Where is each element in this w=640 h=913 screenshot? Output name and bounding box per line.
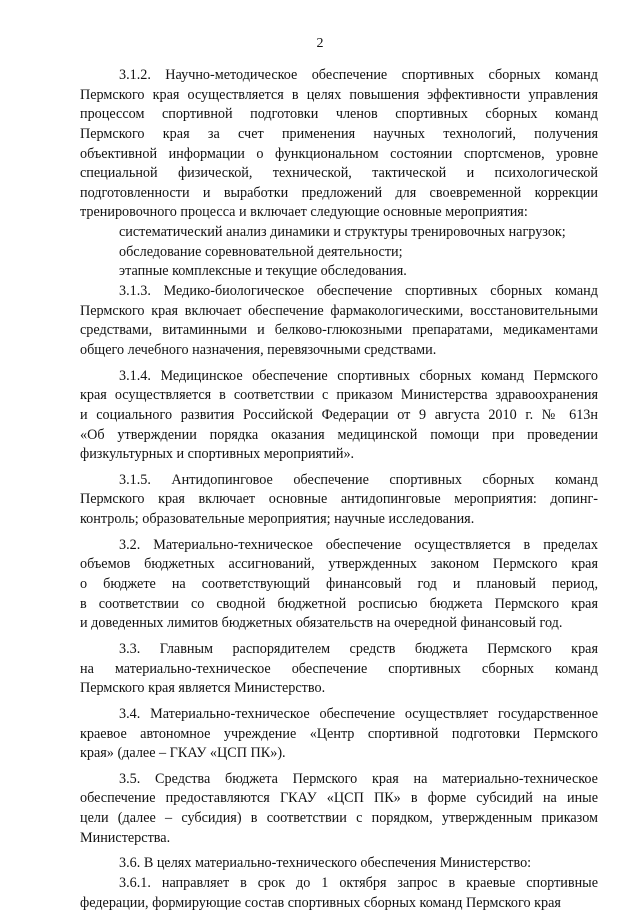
paragraph — [80, 705, 598, 764]
paragraph — [80, 770, 598, 849]
document-body — [80, 66, 598, 913]
text-line: 3.6. В целях материально-технического обеспечения Министерство: — [119, 855, 532, 872]
text-line: федерации, формирующие состав спортивных сборных команд Пермского края — [80, 894, 561, 911]
text-line: объемов бюджетных ассигнований, утвержденных законом Пермского края — [80, 556, 598, 573]
text-line: Пермского края включает основные антидопинговые мероприятия: допинг- — [80, 491, 598, 508]
page-number: 2 — [316, 36, 324, 51]
text-line: 3.1.2. Научно-методическое обеспечение спортивных сборных команд — [119, 67, 598, 83]
text-line: Пермского края за счет применения научных технологий, получения — [80, 125, 598, 142]
text-line: о бюджете на соответствующий финансовый год и плановый период, — [80, 576, 598, 593]
text-line: общего лечебного назначения, перевязочными средствами. — [80, 341, 437, 358]
text-line: Министерства. — [80, 829, 171, 846]
paragraph — [80, 536, 598, 634]
text-line: подготовленности и выработки предложений для своевременной коррекции — [80, 184, 598, 201]
paragraph — [80, 282, 598, 361]
text-line: края» (далее – ГКАУ «ЦСП ПК»). — [80, 745, 286, 762]
text-line: 3.5. Средства бюджета Пермского края на материально-техническое — [119, 770, 598, 787]
text-line: процессом спортивной подготовки членов спортивных сборных команд — [80, 106, 598, 123]
paragraph — [80, 854, 598, 874]
text-line: 3.1.5. Антидопинговое обеспечение спортивных сборных команд — [119, 471, 598, 488]
text-line: этапные комплексные и текущие обследования. — [119, 263, 407, 280]
text-line: систематический анализ динамики и структуры тренировочных нагрузок; — [119, 224, 566, 241]
text-line: краевое автономное учреждение «Центр спортивной подготовки Пермского — [80, 725, 598, 742]
text-line: 3.4. Материально-техническое обеспечение осуществляет государственное — [119, 705, 598, 722]
text-line: обеспечение предоставляются ГКАУ «ЦСП ПК» в форме субсидий на иные — [80, 790, 598, 807]
text-line: физкультурных и спортивных мероприятий». — [80, 446, 355, 463]
paragraph — [80, 243, 598, 263]
text-line: и социального развития Российской Федерации от 9 августа 2010 г. № 613н — [80, 406, 598, 423]
paragraph — [80, 367, 598, 465]
text-line: в соответствии со сводной бюджетной росписью бюджета Пермского края — [80, 595, 598, 612]
text-line: 3.6.1. направляет в срок до 1 октября запрос в краевые спортивные — [119, 874, 598, 891]
text-line: 3.3. Главным распорядителем средств бюджета Пермского края — [119, 640, 598, 657]
text-line: Пермского края включает обеспечение фармакологическими, восстановительными — [80, 302, 598, 319]
text-line: объективной информации о функциональном состоянии спортсменов, уровне — [80, 145, 598, 162]
text-line: 3.1.3. Медико-биологическое обеспечение спортивных сборных команд — [119, 283, 598, 300]
text-line: средствами, витаминными и белково-глюкозными препаратами, медикаментами — [80, 322, 598, 339]
text-line: 3.1.4. Медицинское обеспечение спортивных сборных команд Пермского — [119, 367, 598, 384]
text-line: цели (далее – субсидия) в соответствии с порядком, утвержденным приказом — [80, 810, 598, 827]
paragraph — [80, 874, 598, 913]
text-line: Пермского края осуществляется в целях повышения эффективности управления — [80, 86, 598, 103]
text-line: Пермского края является Министерство. — [80, 680, 326, 697]
paragraph — [80, 262, 598, 282]
paragraph — [80, 66, 598, 223]
paragraph — [80, 471, 598, 530]
text-line: тренировочного процесса и включает следующие основные мероприятия: — [80, 204, 528, 221]
text-line: контроль; образовательные мероприятия; научные исследования. — [80, 511, 475, 528]
text-line: и доведенных лимитов бюджетных обязательств на очередной финансовый год. — [80, 615, 563, 632]
text-line: на материально-техническое обеспечение спортивных сборных команд — [80, 660, 598, 677]
text-line: 3.2. Материально-техническое обеспечение осуществляется в пределах — [119, 536, 598, 553]
text-line: специальной физической, технической, тактической и психологической — [80, 165, 598, 182]
paragraph — [80, 640, 598, 699]
text-line: обследование соревновательной деятельности; — [119, 243, 403, 260]
text-line: края осуществляется в соответствии с приказом Министерства здравоохранения — [80, 387, 598, 404]
paragraph — [80, 223, 598, 243]
text-line: «Об утверждении порядка оказания медицинской помощи при проведении — [80, 426, 598, 443]
